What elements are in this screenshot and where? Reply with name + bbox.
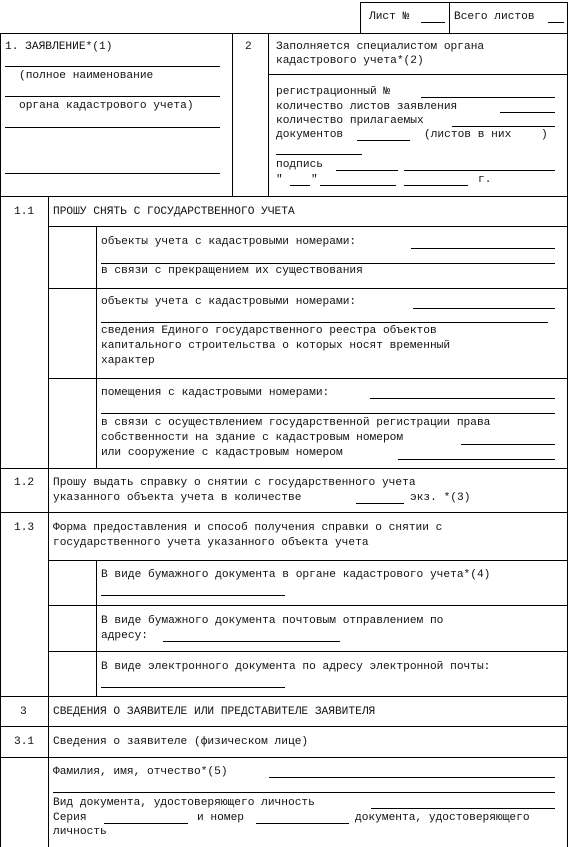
section-1-3-line-1: Форма предоставления и способ получения справки о снятии с <box>53 522 443 534</box>
block-2-number: 2 <box>245 41 252 53</box>
delivery-option-2-label-line-1: В виде бумажного документа почтовым отправлением по <box>101 615 444 627</box>
rule <box>268 33 269 196</box>
registration-number-label: регистрационный № <box>276 86 391 98</box>
attached-sheets-label: (листов в них <box>424 129 512 141</box>
rule <box>0 33 567 34</box>
authority-name-line-3[interactable] <box>5 127 220 128</box>
year-suffix: г. <box>478 174 492 186</box>
rule <box>48 378 567 379</box>
option-2-checkbox[interactable] <box>49 289 96 378</box>
total-sheets-label: Всего листов <box>454 11 535 23</box>
option-2-reason-line-2: капитального строительства о которых носят временный <box>101 340 451 352</box>
option-2-reason-line-1: сведения Единого государственного реестра объектов <box>101 325 437 337</box>
rule <box>48 560 567 561</box>
section-1-3-number: 1.3 <box>14 522 35 534</box>
option-3-cadastral-field[interactable] <box>370 398 555 399</box>
rule <box>0 196 567 197</box>
registration-number-field[interactable] <box>421 97 555 98</box>
option-1-reason: в связи с прекращением их существования <box>101 265 363 277</box>
option-1-cadastral-field[interactable] <box>411 248 555 249</box>
application-title: 1. ЗАЯВЛЕНИЕ*(1) <box>5 41 113 53</box>
copies-count-field[interactable] <box>356 503 404 504</box>
section-1-2-number: 1.2 <box>14 477 35 489</box>
attached-docs-label-line-1: количество прилагаемых <box>276 115 424 127</box>
attached-docs-field[interactable] <box>452 126 555 127</box>
section-1-2-line-1: Прошу выдать справку о снятии с государственного учета <box>53 477 416 489</box>
full-name-field-2[interactable] <box>53 792 555 793</box>
full-name-field[interactable] <box>269 777 555 778</box>
delivery-option-3-checkbox[interactable] <box>49 652 96 696</box>
signature-label: подпись <box>276 159 323 171</box>
email-address-field[interactable] <box>101 687 285 688</box>
number-label: и номер <box>197 812 244 824</box>
section-3-title: СВЕДЕНИЯ О ЗАЯВИТЕЛЕ ИЛИ ПРЕДСТАВИТЕЛЕ ЗАЯВИТЕЛЯ <box>53 706 376 718</box>
id-document-type-field[interactable] <box>371 808 555 809</box>
date-day-field[interactable] <box>290 185 310 186</box>
section-3-number: 3 <box>20 706 27 718</box>
rule <box>48 696 49 847</box>
sheet-number-field[interactable] <box>421 22 445 23</box>
full-name-label: Фамилия, имя, отчество*(5) <box>53 766 228 778</box>
postal-address-field[interactable] <box>163 641 340 642</box>
option-1-label: объекты учета с кадастровыми номерами: <box>101 236 357 248</box>
section-1-3-line-2: государственного учета указанного объекта учета <box>53 537 369 549</box>
rule <box>567 2 568 847</box>
authority-name-line-2[interactable] <box>5 96 220 97</box>
document-tail-label: документа, удостоверяющего <box>355 812 530 824</box>
rule <box>0 33 1 847</box>
document-number-field[interactable] <box>256 823 349 824</box>
sheets-count-label: количество листов заявления <box>276 101 458 113</box>
rule <box>360 2 361 33</box>
section-1-1-number: 1.1 <box>14 206 35 218</box>
option-2-cadastral-field[interactable] <box>413 308 555 309</box>
signature-field[interactable] <box>336 170 398 171</box>
sheets-count-field[interactable] <box>500 112 555 113</box>
rule <box>48 288 567 289</box>
delivery-option-2-checkbox[interactable] <box>49 606 96 651</box>
sheet-number-label: Лист № <box>369 11 410 23</box>
rule <box>360 2 567 3</box>
section-3-1-title: Сведения о заявителе (физическом лице) <box>53 736 309 748</box>
rule <box>268 74 567 75</box>
rule <box>0 726 567 727</box>
attached-docs-label-line-2: документов <box>276 129 344 141</box>
date-quote-open: " <box>276 174 283 186</box>
rule <box>0 696 567 697</box>
option-2-reason-line-3: характер <box>101 355 155 367</box>
authority-hint-line-2: органа кадастрового учета) <box>19 100 194 112</box>
authority-hint-line-1: (полное наименование <box>19 70 154 82</box>
rule <box>96 226 97 468</box>
attached-sheets-close: ) <box>541 129 548 141</box>
rule <box>96 560 97 696</box>
structure-cadastral-field[interactable] <box>398 459 555 460</box>
section-3-1-number: 3.1 <box>14 736 35 748</box>
copies-suffix: экз. *(3) <box>410 492 471 504</box>
date-year-field[interactable] <box>404 185 468 186</box>
total-sheets-field[interactable] <box>548 22 564 23</box>
delivery-option-2-label-line-2: адресу: <box>101 630 148 642</box>
option-3-label: помещения с кадастровыми номерами: <box>101 387 330 399</box>
date-month-field[interactable] <box>320 185 396 186</box>
rule <box>0 512 567 513</box>
option-2-label: объекты учета с кадастровыми номерами: <box>101 296 357 308</box>
identity-label: личность <box>53 826 107 838</box>
series-field[interactable] <box>104 823 188 824</box>
rule <box>48 226 567 227</box>
rule <box>232 33 233 196</box>
id-document-type-label: Вид документа, удостоверяющего личность <box>53 797 315 809</box>
delivery-option-1-label: В виде бумажного документа в органе кадастрового учета*(4) <box>101 569 491 581</box>
option-3-cadastral-field-2[interactable] <box>101 413 555 414</box>
delivery-option-3-label: В виде электронного документа по адресу электронной почты: <box>101 661 491 673</box>
option-3-checkbox[interactable] <box>49 379 96 468</box>
series-label: Серия <box>53 812 87 824</box>
rule <box>48 651 567 652</box>
rule <box>48 605 567 606</box>
signature-name-field[interactable] <box>404 170 555 171</box>
option-3-reason-line-2: собственности на здание с кадастровым номером <box>101 432 404 444</box>
block-2-title-line-1: Заполняется специалистом органа <box>276 41 485 53</box>
option-2-cadastral-field-2[interactable] <box>101 322 548 323</box>
option-3-reason-line-1: в связи с осуществлением государственной регистрации права <box>101 417 491 429</box>
delivery-option-1-field[interactable] <box>101 595 285 596</box>
date-quote-close: " <box>311 174 318 186</box>
section-1-1-title: ПРОШУ СНЯТЬ С ГОСУДАРСТВЕННОГО УЧЕТА <box>53 206 295 218</box>
attached-docs-count-field[interactable] <box>357 140 410 141</box>
attached-sheets-field[interactable] <box>276 154 362 155</box>
option-1-checkbox[interactable] <box>49 227 96 288</box>
rule <box>0 757 567 758</box>
section-1-2-line-2: указанного объекта учета в количестве <box>53 492 302 504</box>
authority-name-line-1[interactable] <box>5 66 220 67</box>
authority-name-line-4[interactable] <box>5 173 220 174</box>
delivery-option-1-checkbox[interactable] <box>49 561 96 605</box>
rule <box>0 468 567 469</box>
option-3-reason-line-3: или сооружение с кадастровым номером <box>101 447 343 459</box>
rule <box>449 2 450 33</box>
block-2-title-line-2: кадастрового учета*(2) <box>276 55 424 67</box>
building-cadastral-field[interactable] <box>461 444 555 445</box>
